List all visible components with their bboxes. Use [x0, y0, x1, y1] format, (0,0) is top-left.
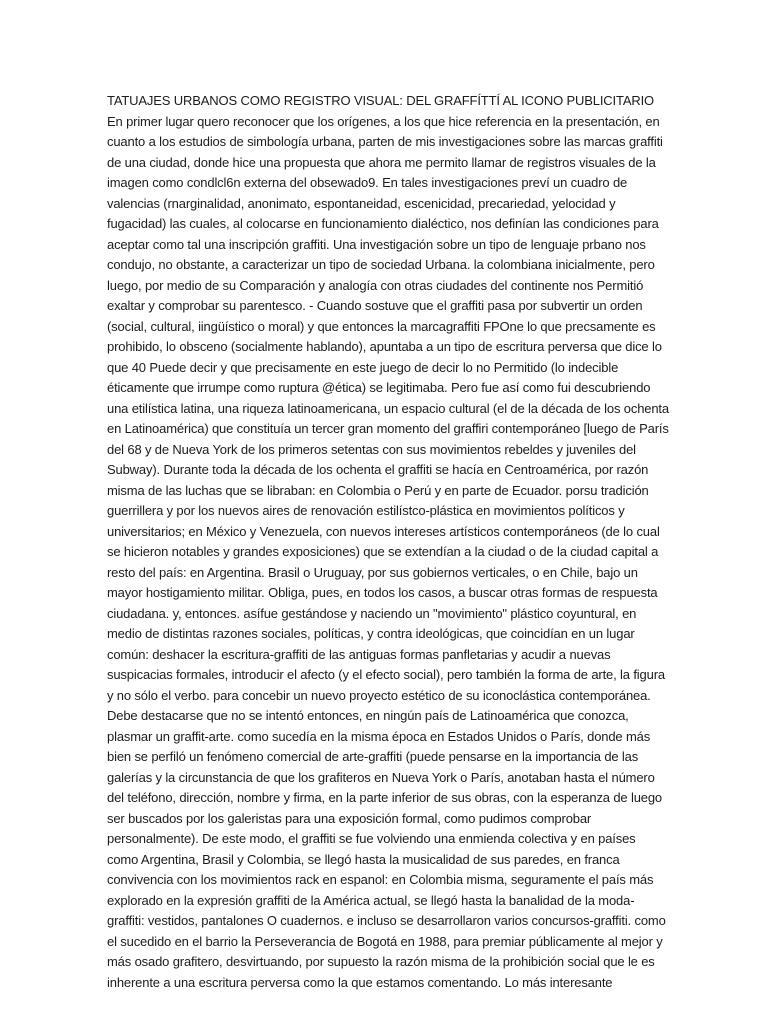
- body-paragraph: TATUAJES URBANOS COMO REGISTRO VISUAL: DEL GRAFFÍTTÍ AL ICONO PUBLICITARIO En primer lugar quero reconocer que los orígenes, a los que hice referencia en la presentación, en cuanto a los estudios de simbología urbana, parten de mis investigaciones sobre las marcas graffiti de una ciudad, donde hice una propuesta que ahora me permito llamar de registros visuales de la imagen como condlcl6n externa del obsewado9. En tales investigaciones preví un cuadro de valencias (rnarginalidad, anonimato, espontaneidad, escenicidad, precariedad, yelocidad y fugacidad) las cuales, al colocarse en funcionamiento dialéctico, nos definían las condiciones para aceptar como tal una inscripción graffiti. Una investigación sobre un tipo de lenguaje prbano nos condujo, no obstante, a caracterizar un tipo de sociedad Urbana. la colombiana inicialmente, pero luego, por medio de su Comparación y analogía con otras ciudades del continente nos Permitió exaltar y comprobar su parentesco. - Cuando sostuve que el graffiti pasa por subvertir un orden (social, cultural, iingüístico o moral) y que entonces la marcagraffiti FPOne lo que precsamente es prohibido, lo obsceno (socialmente hablando), apuntaba a un tipo de escritura perversa que dice lo que 40 Puede decir y que precisamente en este juego de decir lo no Permitido (lo indecible éticamente que irrumpe como ruptura @ética) se legitimaba. Pero fue así como fui descubriendo una etilística latina, una riqueza latinoamericana, un espacio cultural (el de la década de los ochenta en Latinoamérica) que constituía un tercer gran momento del graffiri contemporáneo [luego de París del 68 y de Nueva York de los primeros setentas con sus movimientos rebeldes y juveniles del Subway). Durante toda la década de los ochenta el graffiti se hacía en Centroamérica, por razón misma de las luchas que se libraban: en Colombia o Perú y en parte de Ecuador. porsu tradición guerrillera y por los nuevos aires de renovación estilístco-plástica en movimientos políticos y universitarios; en México y Venezuela, con nuevos intereses artísticos contemporáneos (de lo cual se hicieron notables y grandes exposiciones) que se extendían a la ciudad o de la ciudad capital a resto del país: en Argentina. Brasil o Uruguay, por sus gobiernos verticales, o en Chile, bajo un mayor hostigamiento militar. Obliga, pues, en todos los casos, a buscar otras formas de respuesta ciudadana. y, entonces. asífue gestándose y naciendo un "movimiento" plástico coyuntural, en medio de distintas razones sociales, políticas, y contra ideológicas, que coincidían en un lugar común: deshacer la escritura-graffiti de las antiguas formas panfletarias y acudir a nuevas suspicacias formales, introducir el afecto (y el efecto social), pero también la forma de arte, la figura y no sólo el verbo. para concebir un nuevo proyecto estético de su iconoclástica contemporánea. Debe destacarse que no se intentó entonces, en ningún país de Latinoamérica que conozca, plasmar un graffit-arte. como sucedía en la misma época en Estados Unidos o París, donde más bien se perfiló un fenómeno comercial de arte-graffiti (puede pensarse en la importancia de las galerías y la circunstancia de que los grafiteros en Nueva York o París, anotaban hasta el número del teléfono, dirección, nombre y firma, en la parte inferior de sus obras, con la esperanza de luego ser buscados por los galeristas para una exposición formal, como pudimos comprobar personalmente). De este modo, el graffiti se fue volviendo una enmienda colectiva y en países como Argentina, Brasil y Colombia, se llegó hasta la musicalidad de sus paredes, en franca convivencia con los movimientos rack en espanol: en Colombia misma, seguramente el país más explorado en la expresión graffiti de la América actual, se llegó hasta la banalidad de la moda-graffiti: vestidos, pantalones O cuadernos. e incluso se desarrollaron varios concursos-graffiti. como el sucedido en el barrio la Perseverancia de Bogotá en 1988, para premiar públicamente al mejor y más osado grafitero, desvirtuando, por supuesto la razón misma de la prohibición social que le es inherente a una escritura perversa como la que estamos comentando. Lo más interesante: [107, 93, 669, 990]
